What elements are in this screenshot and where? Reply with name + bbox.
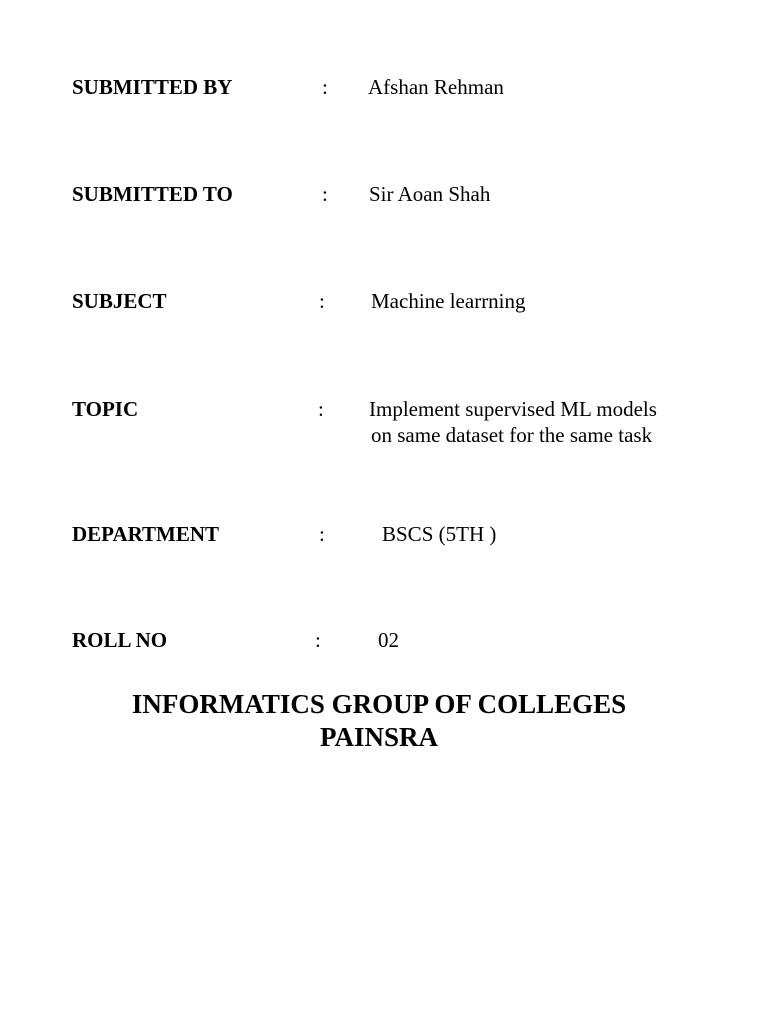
institution-heading [0,688,758,754]
topic-value-line-1: Implement supervised ML models [369,397,657,421]
submitted-by-label: SUBMITTED BY [72,75,233,99]
topic-separator: : [318,397,324,421]
department-separator: : [319,522,325,546]
roll-no-label: ROLL NO [72,628,168,652]
topic-label: TOPIC [72,397,139,421]
roll-no-value: 02 [378,628,399,652]
submitted-by-separator: : [322,75,328,99]
submitted-by-value: Afshan Rehman [368,75,504,99]
topic-value-line-2: on same dataset for the same task [371,423,653,447]
institution-name: INFORMATICS GROUP OF COLLEGES [131,689,627,719]
department-label: DEPARTMENT [72,522,220,546]
submitted-to-separator: : [322,182,328,206]
submitted-to-label: SUBMITTED TO [72,182,233,206]
subject-label: SUBJECT [72,289,167,313]
subject-separator: : [319,289,325,313]
topic-value [369,396,657,448]
department-value: BSCS (5TH ) [382,522,497,546]
institution-location: PAINSRA [319,722,438,752]
roll-no-separator: : [315,628,321,652]
submitted-to-value: Sir Aoan Shah [369,182,491,206]
subject-value: Machine learrning [371,289,526,313]
